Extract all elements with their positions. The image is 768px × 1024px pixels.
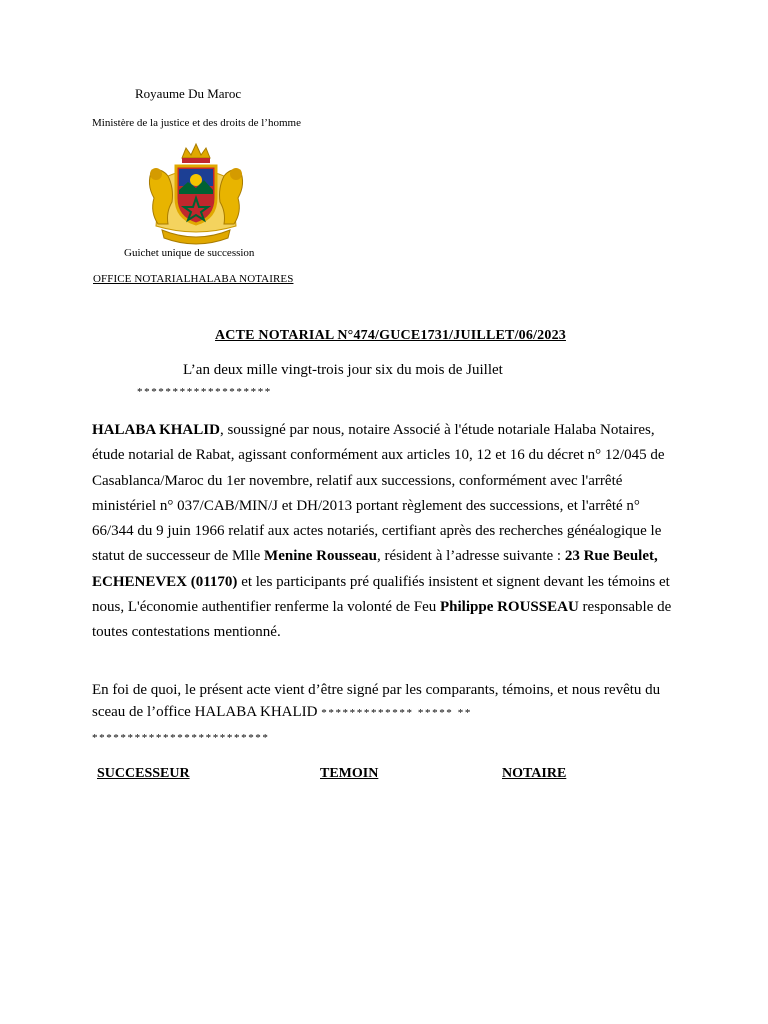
signature-notaire: NOTAIRE [502,766,567,781]
deceased-name: Philippe ROUSSEAU [440,599,579,616]
guichet-label: Guichet unique de succession [124,247,255,259]
date-line: L’an deux mille vingt-trois jour six du mois de Juillet [183,362,503,378]
successor-name: Menine Rousseau [264,548,377,565]
paragraph-text: et les participants pré qualifiés insistent et signent devant les témoins et nous, L'économie authentifier renferme la volonté de Feu [92,573,670,616]
acte-title: ACTE NOTARIAL N°474/GUCE1731/JUILLET/06/2023 [215,328,566,343]
closing-text: En foi de quoi, le présent acte vient d’être signé par les comparants, témoins, et nous revêtu du sceau de l’office HALABA KHALID [92,682,661,720]
coat-of-arms-icon [140,140,252,246]
signature-temoin: TEMOIN [320,766,379,781]
notary-name: HALABA KHALID [92,422,220,438]
main-paragraph [92,418,682,655]
paragraph-text: , soussigné par nous, notaire Associé à l'étude notariale Halaba Notaires, étude notarial de Rabat, agissant conformément aux articles 10, 12 et 16 du décret n° 12/045 de Casablanca/Maroc du 1er novembre, relatif aux successions, conformément avec l'arrêté ministériel n° 037/CAB/MIN/J et DH/2013 portant règlement des successions, et l'arrêté n° 66/344 du 9 juin 1966 relatif aux actes notariés, certifiant après des recherches généalogique le statut de successeur de Mlle [92,422,665,565]
office-name: OFFICE NOTARIALHALABA NOTAIRES [93,273,294,285]
closing-paragraph [92,679,682,724]
paragraph-text: , résident à l’adresse suivante : [376,548,565,565]
closing-stars: ************* ***** ** [321,707,472,719]
kingdom-title: Royaume Du Maroc [135,86,242,101]
separator-stars: ************************* [92,732,270,744]
paragraph-text: responsable de toutes contestations mentionné. [92,599,672,641]
signature-successeur: SUCCESSEUR [97,766,190,781]
ministry-title: Ministère de la justice et des droits de l’homme [92,117,301,129]
separator-stars: ******************* [137,386,272,398]
address: 23 Rue Beulet, ECHENEVEX (01170) [92,548,658,590]
